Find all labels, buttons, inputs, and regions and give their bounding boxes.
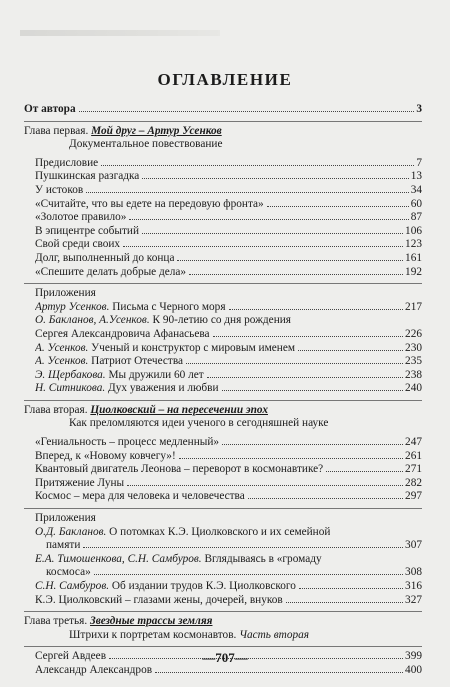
appendix-entry-continued [24,566,422,580]
appendix-title: К.Э. Циолковский – глазами жены, дочерей, внуков [35,593,283,606]
appendix-entry [24,553,422,567]
appendix-entry-text [35,314,291,328]
appendix-entry [24,301,422,315]
toc-entry-page: 161 [405,251,422,264]
toc-entry [24,184,422,198]
dot-leader [326,471,403,472]
appendix-entry [24,314,422,328]
toc-entry [24,450,422,464]
toc-entry [24,490,422,504]
appendix-entry [24,526,422,540]
appendix-entry-text [35,580,296,594]
toc-entry-page: 261 [405,449,422,462]
toc-entry-page: 297 [405,490,422,503]
appendix-page: 308 [405,566,422,579]
toc-entry-label: «Считайте, что вы едете на передовую фронта» [35,197,264,210]
toc-entry [24,463,422,477]
dot-leader [94,574,403,575]
appendix-entry-text [35,328,210,342]
toc-entry-page: 106 [405,224,422,237]
dot-leader [286,602,403,603]
appendix-entry-text [35,301,226,315]
appendix-author: Н. Ситникова. [35,382,106,395]
chapter-heading: Глава третья. Звездные трассы земляя [24,615,213,628]
dot-leader [299,588,403,589]
dot-leader [298,350,403,351]
appendix-page: 217 [405,300,422,313]
appendix-title: О потомках К.Э. Циолковского и их семейной [109,525,331,538]
dot-leader [83,547,403,548]
toc-entry-page: 87 [410,211,422,224]
toc-entry-label: Вперед, к «Новому ковчегу»! [35,449,176,462]
appendix-author: О. Бакланов, А.Усенков. [35,314,150,327]
toc-entry-label: «Золотое правило» [35,211,127,224]
appendix-entry [24,382,422,396]
toc-entry-page: 400 [405,663,422,676]
toc-entry [24,266,422,280]
appendix-entry [24,328,422,342]
chapter-heading: Глава первая. Мой друг – Артур Усенков [24,124,222,137]
appendix-page: 226 [405,327,422,340]
appendix-page: 238 [405,368,422,381]
toc-entry [24,436,422,450]
appendix-title-cont: памяти [46,539,81,552]
appendix-title: Ученый и конструктор с мировым именем [91,341,295,354]
appendix-page: 230 [405,341,422,354]
toc-entry-label: Предисловие [35,156,99,169]
dot-leader [229,309,404,310]
dot-leader [129,219,408,220]
appendix-title: К 90-летию со дня рождения [152,314,291,327]
divider [24,611,422,612]
toc-entry-label: Александр Александров [35,663,153,676]
dot-leader [189,274,403,275]
toc-entry [24,170,422,184]
appendix-author: А. Усенков. [35,341,89,354]
toc-entry-label: «Гениальность – процесс медленный» [35,436,220,449]
toc-entry-page: 282 [405,476,422,489]
page-number: —707— [202,650,248,665]
divider [24,508,422,509]
appendix-title: Дух уважения и любви [108,382,219,395]
toc-entry-page: 247 [405,436,422,449]
toc-entry-page: 60 [410,197,422,210]
page-title: ОГЛАВЛЕНИЕ [157,70,293,89]
appendix-entry [24,580,422,594]
toc-entry [24,225,422,239]
toc-entry [24,238,422,252]
dot-leader [267,206,409,207]
dot-leader [222,390,403,391]
appendix-entry-text [35,382,219,396]
appendix-entry-text [35,342,295,356]
toc-entry-label: Долг, выполненный до конца [35,251,175,264]
toc-entry-label: Свой среди своих [35,238,121,251]
toc-entry-page: 34 [410,183,422,196]
chapter-subtitle: Документальное повествование [69,138,223,151]
toc-entry-page: 399 [405,650,422,663]
toc-entry-preface: От автора 3 [24,103,422,115]
toc-entry [24,252,422,266]
appendix-page: 327 [405,593,422,606]
dot-leader [155,672,403,673]
toc-entry [24,477,422,491]
toc-entry-label: У истоков [35,183,84,196]
toc-entry-label: В эпицентре событий [35,224,139,237]
toc-entry-label: Пушкинская разгадка [35,170,140,183]
appendix-entry-text [35,355,183,369]
appendix-entry-text [35,553,322,567]
dot-leader [142,233,403,234]
divider [24,121,422,122]
dot-leader [142,178,408,179]
toc-entry-page: 271 [405,463,422,476]
appendix-author: Э. Щербакова. [35,368,106,381]
chapter-subtitle: Штрихи к портретам космонавтов. Часть вторая [69,628,310,641]
toc-entry-page: 7 [416,156,422,169]
appendix-title-cont: космоса» [46,566,91,579]
toc-entry-page: 123 [405,238,422,251]
appendix-title: Письма с Черного моря [112,300,226,313]
dot-leader [207,377,403,378]
dot-leader [248,498,403,499]
appendix-entry [24,355,422,369]
dot-leader [213,336,404,337]
toc-entry [24,664,422,678]
chapter-heading: Глава вторая. Циолковский – на пересечении эпох [24,403,268,416]
appendix-entry-text [35,369,204,383]
appendix-entry [24,594,422,608]
appendix-author: С.Н. Самбуров. [35,580,110,592]
divider [24,283,422,284]
divider [24,400,422,401]
toc-entry [24,157,422,171]
appendix-heading: Приложения [35,512,96,525]
appendix-author: Артур Усенков. [35,300,110,313]
appendix-entry-continued [24,539,422,553]
appendix-page: 235 [405,355,422,368]
divider [24,646,422,647]
toc-entry [24,211,422,225]
toc-entry-label: Сергей Авдеев [35,650,107,663]
appendix-entry-text [35,526,330,540]
dot-leader [177,260,403,261]
toc-entry [24,198,422,212]
appendix-heading: Приложения [35,287,96,300]
appendix-page: 307 [405,539,422,552]
dot-leader [186,363,403,364]
dot-leader [86,192,408,193]
dot-leader [127,485,403,486]
dot-leader [222,444,403,445]
toc-entry-page: 192 [405,265,422,278]
table-of-contents [24,103,422,678]
appendix-author: О.Д. Бакланов. [35,525,107,538]
toc-entry-label: Квантовый двигатель Леонова – переворот в космонавтике? [35,463,324,476]
appendix-author: А. Усенков. [35,355,89,368]
appendix-title: Мы дружили 60 лет [108,368,204,381]
appendix-title: Патриот Отечества [91,355,184,368]
appendix-entry [24,342,422,356]
toc-entry-label: Притяжение Луны [35,476,125,489]
toc-entry-label: Космос – мера для человека и человечества [35,490,245,503]
appendix-page: 240 [405,382,422,395]
appendix-title: Об издании трудов К.Э. Циолковского [111,580,296,592]
appendix-title: Вглядываясь в «громаду [204,552,322,565]
appendix-page: 316 [405,580,422,592]
toc-entry-label: «Спешите делать добрые дела» [35,265,187,278]
dot-leader [123,246,403,247]
dot-leader [179,458,403,459]
appendix-entry-text [35,594,283,608]
dot-leader [101,165,414,166]
chapter-subtitle: Как преломляются идеи ученого в сегодняшней науке [69,417,329,430]
appendix-entry [24,369,422,383]
appendix-author: Е.А. Тимошенкова, С.Н. Самбуров. [35,552,202,565]
toc-entry-page: 13 [410,170,422,183]
appendix-title: Сергея Александровича Афанасьева [35,327,210,340]
